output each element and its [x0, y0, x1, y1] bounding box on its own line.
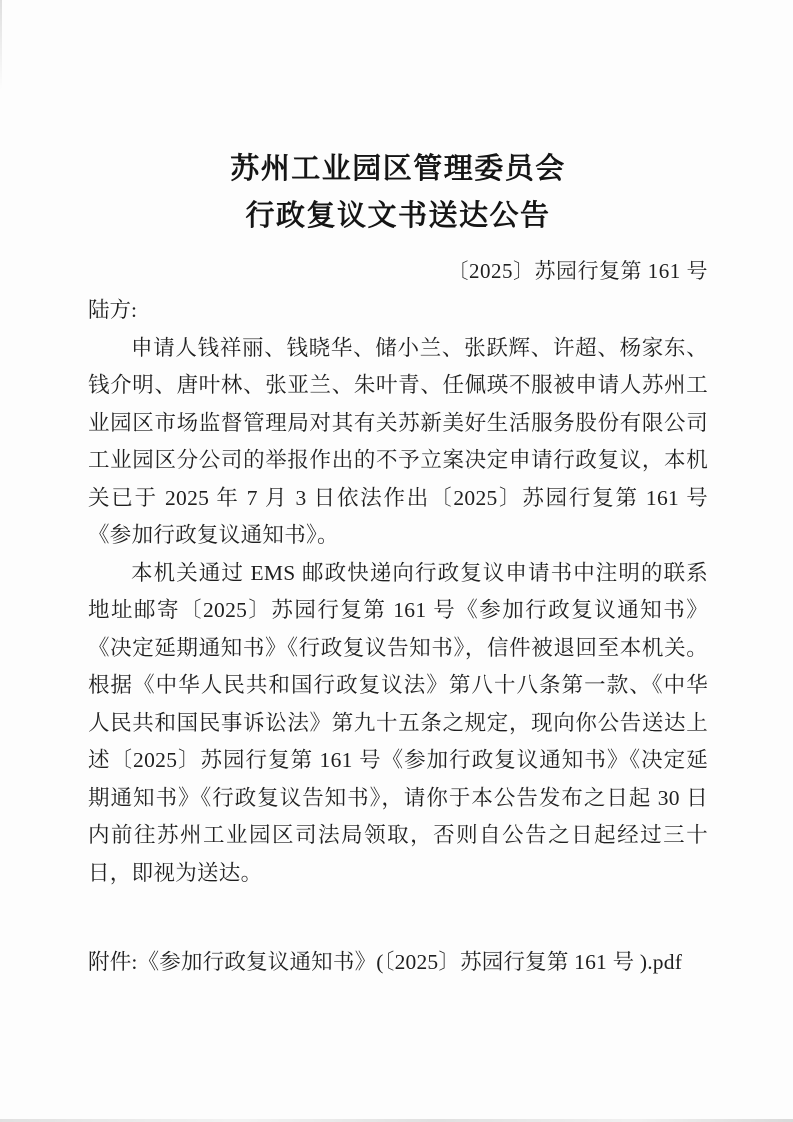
body-paragraph-2: 本机关通过 EMS 邮政快递向行政复议申请书中注明的联系地址邮寄〔2025〕苏园行复第 161 号《参加行政复议通知书》《决定延期通知书》《行政复议告知书》，信件被退回至本机关。根据《中华人民共和国行政复议法》第八十八条第一款、《中华人民共和国民事诉讼法》第九十五条之规定，现向你公告送达上述〔2025〕苏园行复第 161 号《参加行政复议通知书》《决定延期通知书》《行政复议告知书》，请你于本公告发布之日起 30 日内前往苏州工业园区司法局领取，否则自公告之日起经过三十日，即视为送达。	[88, 560, 708, 885]
scan-artifact-left-edge	[0, 0, 2, 90]
document-content	[88, 146, 708, 982]
addressee: 陆方:	[88, 298, 137, 322]
document-title-line-1: 苏州工业园区管理委员会	[230, 153, 566, 185]
body-paragraph-1: 申请人钱祥丽、钱晓华、储小兰、张跃辉、许超、杨家东、钱介明、唐叶林、张亚兰、朱叶青、任佩瑛不服被申请人苏州工业园区市场监督管理局对其有关苏新美好生活服务股份有限公司工业园区分公司的举报作出的不予立案决定申请行政复议，本机关已于 2025 年 7 月 3 日依法作出〔2025〕苏园行复第 161 号《参加行政复议通知书》。	[88, 335, 708, 547]
document-number: 〔2025〕苏园行复第 161 号	[447, 259, 708, 283]
attachment-line: 附件:《参加行政复议通知书》(〔2025〕苏园行复第 161 号 ).pdf	[88, 950, 683, 974]
document-title	[88, 146, 708, 240]
document-title-line-2: 行政复议文书送达公告	[245, 200, 551, 232]
